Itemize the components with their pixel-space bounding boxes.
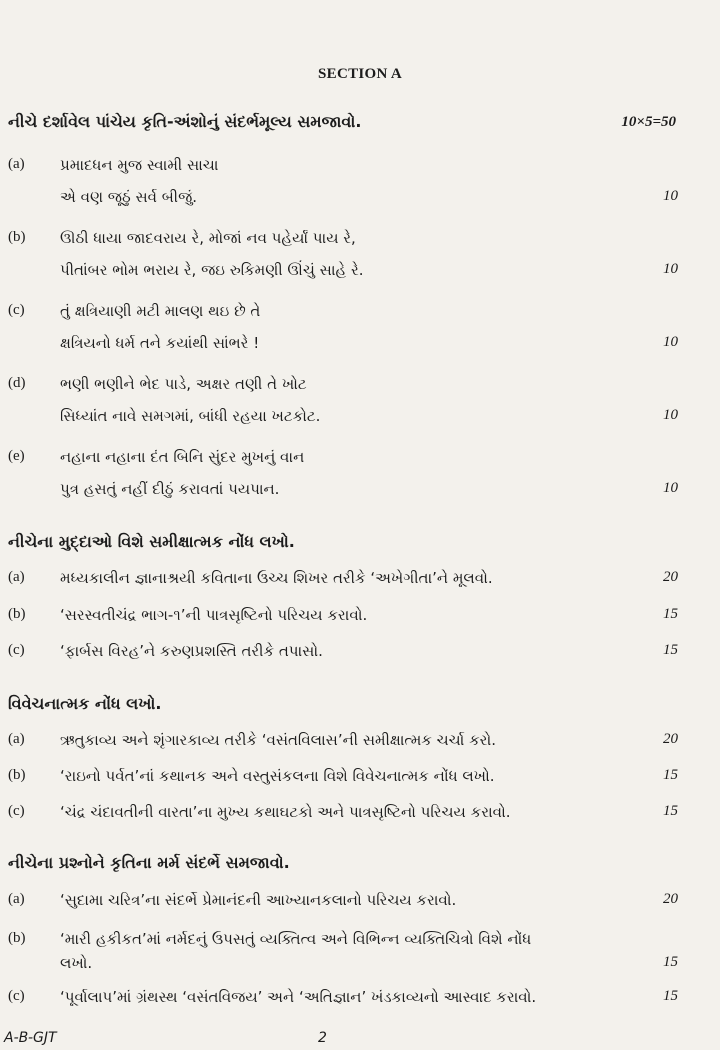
item-line: ભણી ભણીને ભેદ પાડે, અક્ષર તણી તે ખોટ [60,375,307,393]
page-number: 2 [318,1030,327,1046]
q4-heading: નીચેના પ્રશ્નોને કૃતિના મર્મ સંદર્ભે સમજાવો. [8,853,290,872]
item-marks: 15 [663,606,678,622]
item-label: (c) [8,988,25,1004]
item-label: (a) [8,569,25,585]
item-marks: 10 [663,261,678,277]
item-line: ક્ષત્રિયનો ધર્મ તને કયાંથી સાંભરે ! [60,334,260,352]
item-label: (d) [8,375,26,391]
item-label: (c) [8,302,25,318]
q1-heading: નીચે દર્શાવેલ પાંચેય કૃતિ-અંશોનું સંદર્ભમૂલ્ય સમજાવો. [8,112,362,131]
item-marks: 15 [663,642,678,658]
item-marks: 10 [663,407,678,423]
item-marks: 15 [663,767,678,783]
item-text: ‘ફાર્બસ વિરહ’ને કરુણપ્રશસ્તિ તરીકે તપાસો. [60,642,323,660]
item-text: મધ્યકાલીન જ્ઞાનાશ્રયી કવિતાના ઉચ્ચ શિખર તરીકે ‘અખેગીતા’ને મૂલવો. [60,569,493,587]
item-marks: 10 [663,334,678,350]
item-text: ‘રાઇનો પર્વત’નાં કથાનક અને વસ્તુસંકલના વિશે વિવેચનાત્મક નોંધ લખો. [60,767,495,785]
section-title: SECTION A [318,66,402,82]
paper-code: A-B-GJT [4,1030,57,1046]
q1-total-marks: 10×5=50 [621,114,676,130]
item-label: (c) [8,642,25,658]
item-line: એ વણ જૂઠું સર્વ બીજું. [60,188,198,206]
q3-heading: વિવેચનાત્મક નોંધ લખો. [8,694,162,713]
item-marks: 20 [663,731,678,747]
q2-heading: નીચેના મુદ્દાઓ વિશે સમીક્ષાત્મક નોંધ લખો. [8,532,295,551]
item-marks: 20 [663,569,678,585]
item-text: ‘સુદામા ચરિત્ર’ના સંદર્ભે પ્રેમાનંદની આખ્યાનકલાનો પરિચય કરાવો. [60,891,457,909]
item-marks: 10 [663,480,678,496]
item-label: (a) [8,156,25,172]
item-line: પ્રમાદધન મુજ સ્વામી સાચા [60,156,219,174]
item-marks: 10 [663,188,678,204]
item-text: ઋતુકાવ્ય અને શૃંગારકાવ્ય તરીકે ‘વસંતવિલાસ’ની સમીક્ષાત્મક ચર્ચા કરો. [60,731,496,749]
item-line: સિધ્યાંત નાવે સમગમાં, બાંધી રહયા ખટકોટ. [60,407,321,425]
item-text: ‘મારી હકીકત’માં નર્મદનું ઉપસતું વ્યક્તિત્વ અને વિભિન્ન વ્યક્તિચિત્રો વિશે નોંધ [60,930,532,948]
item-text: ‘ચંદ્ર ચંદાવતીની વારતા’ના મુખ્ય કથાઘટકો અને પાત્રસૃષ્ટિનો પરિચય કરાવો. [60,803,511,821]
item-line: તું ક્ષત્રિયાણી મટી માલણ થઇ છે તે [60,302,261,320]
item-label: (e) [8,448,25,464]
item-text: ‘સરસ્વતીચંદ્ર ભાગ-૧’ની પાત્રસૃષ્ટિનો પરિચય કરાવો. [60,606,368,624]
item-label: (b) [8,229,26,245]
item-label: (b) [8,930,26,946]
item-label: (b) [8,767,26,783]
item-marks: 20 [663,891,678,907]
item-marks: 15 [663,803,678,819]
item-label: (c) [8,803,25,819]
item-label: (a) [8,731,25,747]
item-line: ઊઠી ધાયા જાદવરાય રે, મોજાં નવ પહેર્યાં પાય રે, [60,229,356,247]
item-line: પીતાંબર ભોમ ભરાય રે, જઇ રુકિમણી ઊંચું સાહે રે. [60,261,364,279]
item-line: નહાના નહાના દંત બિનિ સુંદર મુખનું વાન [60,448,305,466]
item-label: (a) [8,891,25,907]
item-marks: 15 [663,954,678,970]
item-label: (b) [8,606,26,622]
item-marks: 15 [663,988,678,1004]
item-text: ‘પૂર્વાલાપ’માં ગ્રંથસ્થ ‘વસંતવિજય’ અને ‘અતિજ્ઞાન’ ખંડકાવ્યનો આસ્વાદ કરાવો. [60,988,537,1006]
item-line: પુત્ર હસતું નહીં દીઠું કરાવતાં પયપાન. [60,480,280,498]
item-text-continued: લખો. [60,954,93,972]
